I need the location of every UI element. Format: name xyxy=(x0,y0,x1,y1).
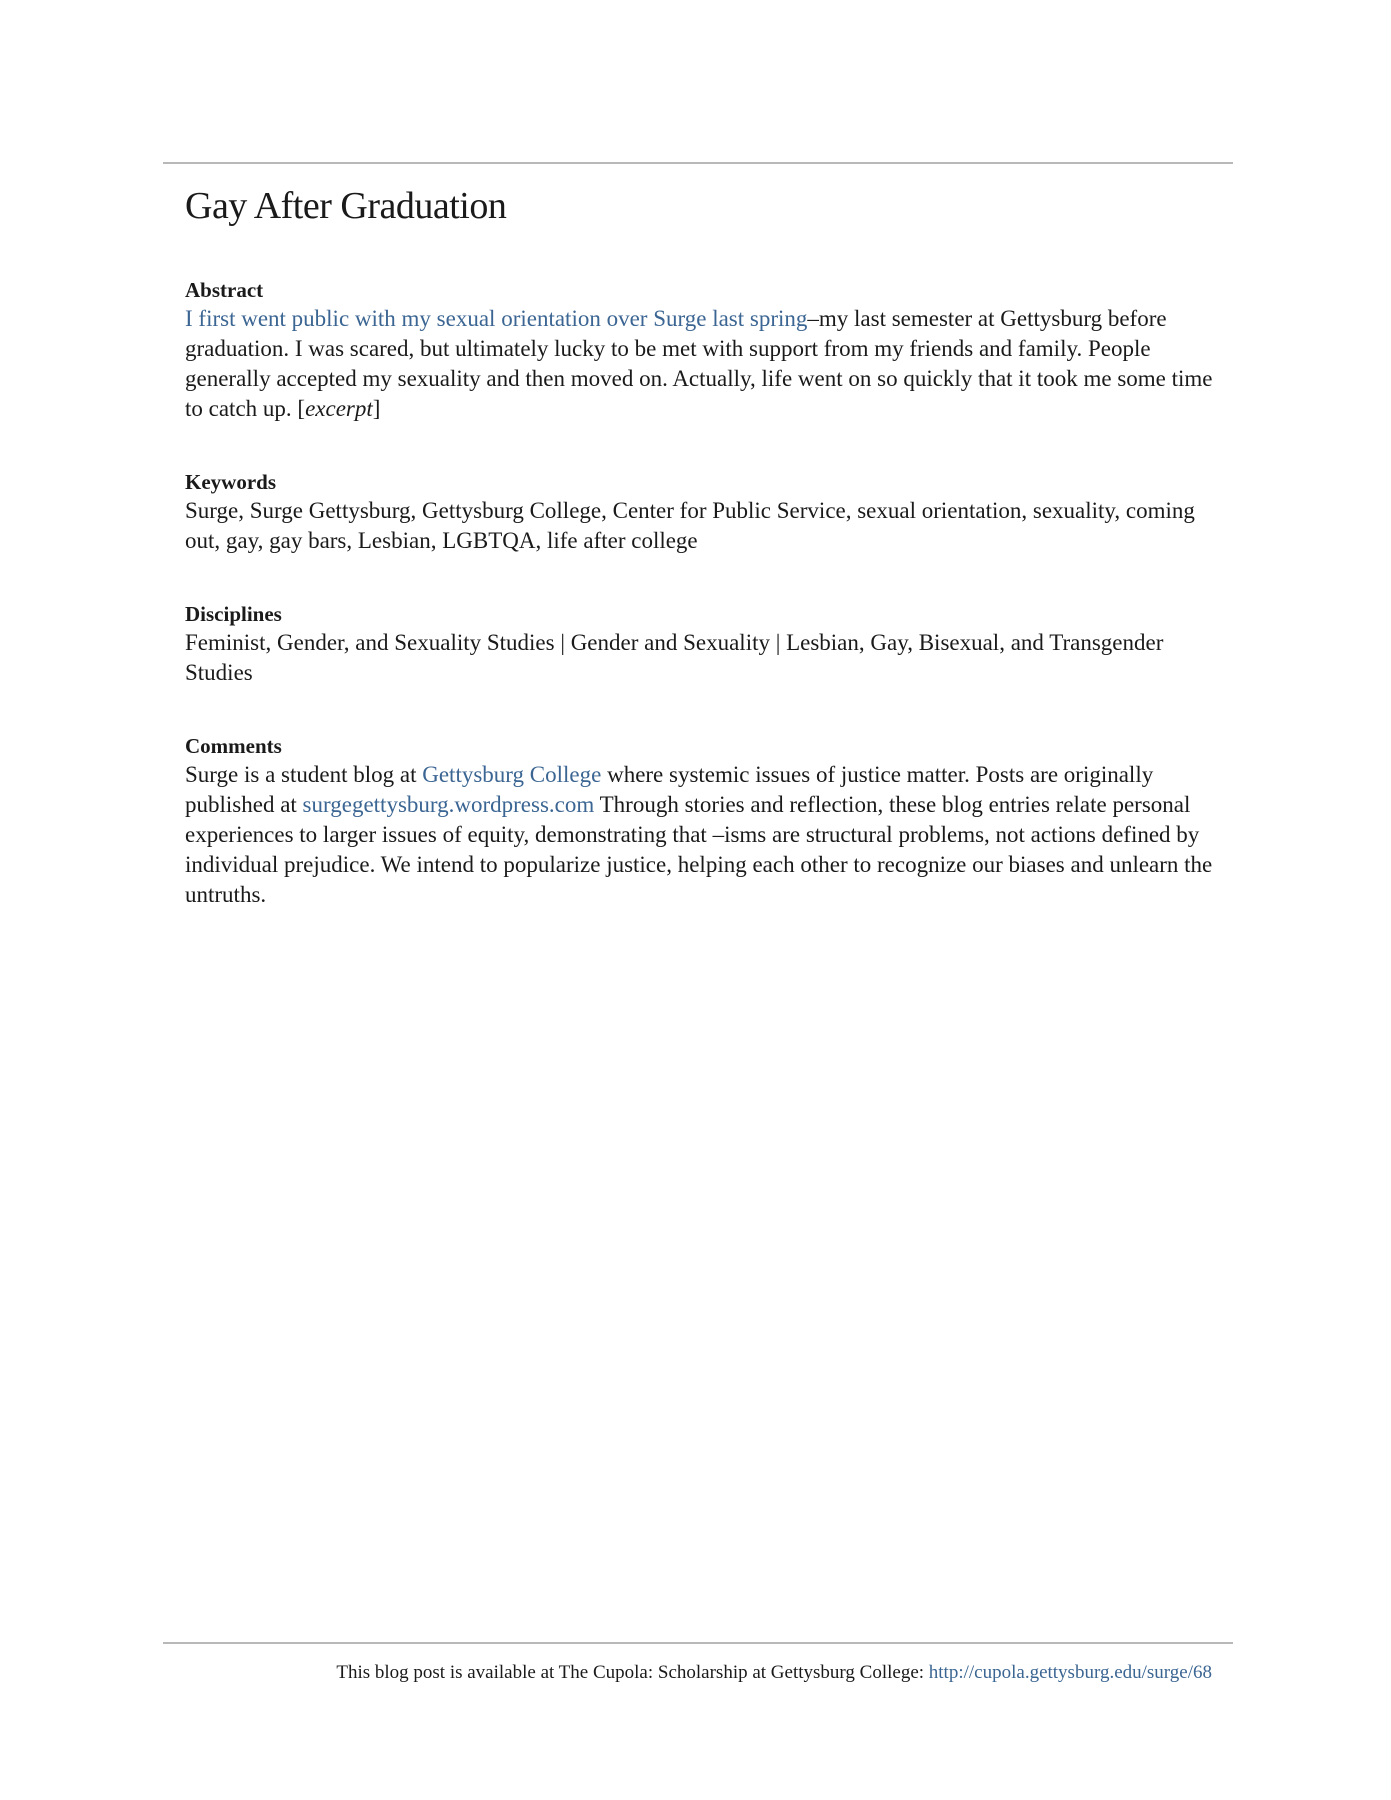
cupola-link[interactable]: http://cupola.gettysburg.edu/surge/68 xyxy=(928,1662,1212,1683)
disciplines-section xyxy=(185,600,1220,688)
disciplines-text: Feminist, Gender, and Sexuality Studies | Gender and Sexuality | Lesbian, Gay, Bisexual, and Transgender Studies xyxy=(185,630,1164,685)
abstract-heading: Abstract xyxy=(185,278,264,302)
comments-section xyxy=(185,732,1220,910)
comments-text xyxy=(185,760,1220,910)
bottom-divider xyxy=(163,1642,1233,1644)
comments-text-part-3: Through stories and reflection, these blog entries relate personal experiences to larger issues of equity, demonstrating that –isms are structural problems, not actions defined by individual prejudice. We intend to popularize justice, helping each other to recognize our biases and unlearn the untruths. xyxy=(185,792,1213,907)
disciplines-heading: Disciplines xyxy=(185,602,282,626)
footer-citation xyxy=(336,1656,1212,1690)
keywords-section xyxy=(185,468,1220,556)
abstract-text xyxy=(185,304,1220,424)
top-divider xyxy=(163,162,1233,164)
abstract-section xyxy=(185,276,1220,424)
comments-text-part-1: Surge is a student blog at xyxy=(185,762,423,787)
surge-blog-link[interactable]: surgegettysburg.wordpress.com xyxy=(302,792,595,817)
footer-text: This blog post is available at The Cupola: Scholarship at Gettysburg College: xyxy=(336,1662,929,1683)
abstract-body: –my last semester at Gettysburg before graduation. I was scared, but ultimately lucky to be met with support from my friends and family. People generally accepted my sexuality and then moved on. Actually, life went on so quickly that it took me some time to catch up. [ xyxy=(185,306,1213,421)
keywords-text: Surge, Surge Gettysburg, Gettysburg College, Center for Public Service, sexual orientation, sexuality, coming out, gay, gay bars, Lesbian, LGBTQA, life after college xyxy=(185,498,1195,553)
page-title: Gay After Graduation xyxy=(185,185,507,227)
comments-text-part-2: where systemic issues of justice matter. Posts are originally published at xyxy=(185,762,1154,817)
abstract-link[interactable]: I first went public with my sexual orientation over Surge last spring xyxy=(185,306,808,331)
keywords-heading: Keywords xyxy=(185,470,276,494)
excerpt-label: excerpt xyxy=(305,396,373,421)
document-body xyxy=(185,178,1220,954)
gettysburg-college-link[interactable]: Gettysburg College xyxy=(422,762,602,787)
comments-heading: Comments xyxy=(185,734,282,758)
abstract-closing-bracket: ] xyxy=(372,396,381,421)
